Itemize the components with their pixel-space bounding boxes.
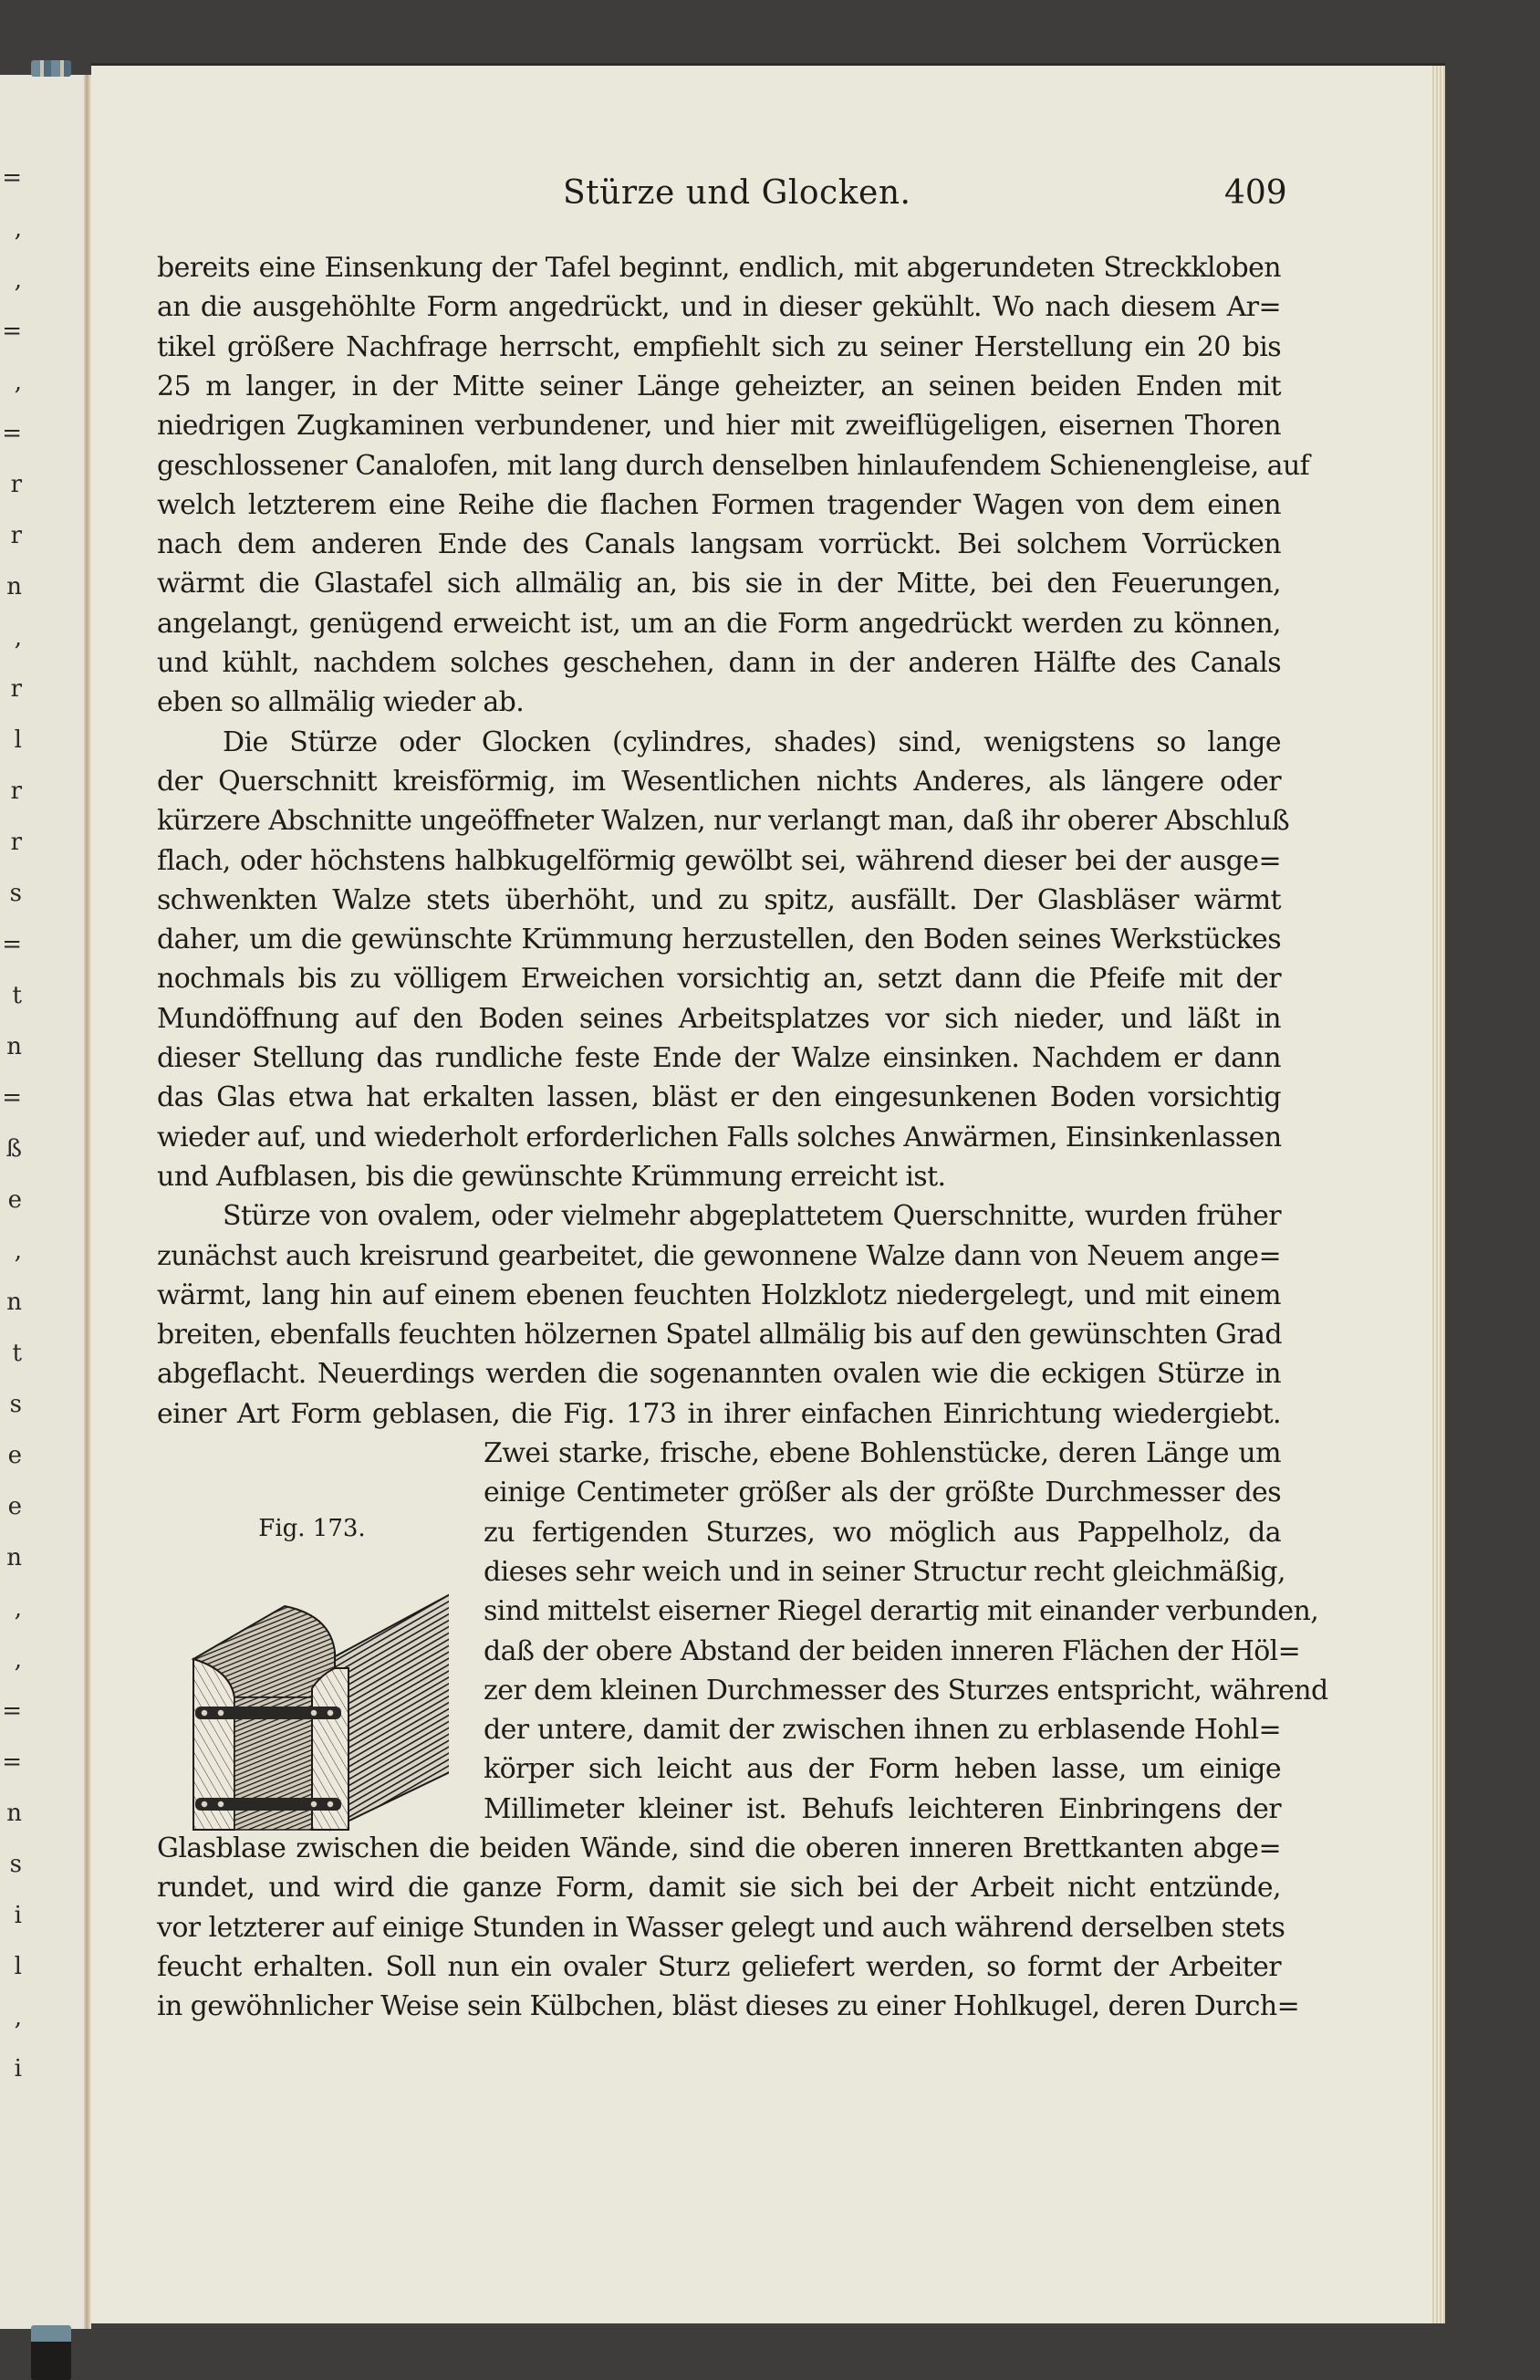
left-page-text-fragment: = — [2, 1697, 22, 1725]
left-page-text-fragment: = — [2, 1748, 22, 1776]
left-page-text-fragment: t — [12, 1340, 22, 1367]
left-page-text-fragment: , — [14, 215, 22, 243]
text-line: kürzere Abschnitte ungeöffneter Walzen, nur verlangt man, daß ihr oberer Abschluß — [157, 805, 1290, 838]
text-line: an die ausgehöhlte Form angedrückt, und in dieser gekühlt. Wo nach diesem Ar= — [157, 291, 1281, 324]
page-number: 409 — [1224, 174, 1287, 212]
left-page-text-fragment: r — [10, 522, 22, 549]
left-page-text-fragment: , — [14, 369, 22, 396]
text-line: und kühlt, nachdem solches geschehen, dann in der anderen Hälfte des Canals — [157, 647, 1281, 679]
text-line: 25 m langer, in der Mitte seiner Länge geheizter, an seinen beiden Enden mit — [157, 370, 1281, 402]
text-line: zer dem kleinen Durchmesser des Sturzes entspricht, während — [484, 1674, 1328, 1707]
text-line: das Glas etwa hat erkalten lassen, bläst er den eingesunkenen Boden vorsichtig — [157, 1081, 1281, 1114]
text-line: dieser Stellung das rundliche feste Ende der Walze einsinken. Nachdem er dann — [157, 1042, 1281, 1074]
text-line: bereits eine Einsenkung der Tafel beginnt, endlich, mit abgerundeten Streckkloben — [157, 252, 1281, 284]
running-title: Stürze und Glocken. — [563, 174, 911, 212]
left-page-text-fragment: l — [14, 1953, 22, 1980]
left-page-text-fragment: r — [10, 675, 22, 703]
left-page-text-fragment: = — [2, 318, 22, 345]
left-page-text-fragment: i — [14, 1902, 22, 1929]
left-page-text-fragment: , — [14, 1237, 22, 1265]
text-line: der Querschnitt kreisförmig, im Wesentlichen nichts Anderes, als längere oder — [157, 765, 1281, 798]
text-line: geschlossener Canalofen, mit lang durch denselben hinlaufendem Schienengleise, auf — [157, 449, 1310, 482]
text-line: angelangt, genügend erweicht ist, um an die Form angedrückt werden zu können, — [157, 607, 1281, 640]
text-line: zu fertigenden Sturzes, wo möglich aus Pappelholz, da — [484, 1516, 1281, 1549]
left-page-text-fragment: , — [14, 1595, 22, 1623]
left-page-text-fragment: ß — [5, 1135, 22, 1163]
left-page-text-fragment: i — [14, 2055, 22, 2082]
left-page-text-fragment: t — [12, 982, 22, 1009]
left-page-text-fragment: = — [2, 931, 22, 958]
left-page-text-fragment: s — [9, 1391, 22, 1418]
text-line: daher, um die gewünschte Krümmung herzustellen, den Boden seines Werkstückes — [157, 924, 1281, 956]
left-page-text-fragment: , — [14, 266, 22, 294]
left-page-text-fragment: s — [9, 880, 22, 907]
text-line: sind mittelst eiserner Riegel derartig mit einander verbunden, — [484, 1595, 1319, 1628]
facing-left-page — [0, 75, 88, 2329]
text-line: Mundöffnung auf den Boden seines Arbeitsplatzes vor sich nieder, und läßt in — [157, 1002, 1281, 1035]
text-line: Millimeter kleiner ist. Behufs leichteren Einbringens der — [484, 1792, 1281, 1825]
text-line: körper sich leicht aus der Form heben lasse, um einige — [484, 1753, 1281, 1786]
left-page-text-fragment: = — [2, 1084, 22, 1112]
left-page-text-fragment: e — [7, 1442, 22, 1469]
left-page-text-fragment: l — [14, 726, 22, 754]
text-line: in gewöhnlicher Weise sein Külbchen, bläst dieses zu einer Hohlkugel, deren Durch= — [157, 1990, 1300, 2023]
left-page-text-fragment: e — [7, 1493, 22, 1520]
text-line: Zwei starke, frische, ebene Bohlenstücke, deren Länge um — [484, 1437, 1281, 1469]
left-page-text-fragment: , — [14, 2004, 22, 2031]
text-line: Glasblase zwischen die beiden Wände, sind die oberen inneren Brettkanten abge= — [157, 1832, 1281, 1864]
text-line: abgeflacht. Neuerdings werden die sogenannten ovalen wie die eckigen Stürze in — [157, 1358, 1281, 1391]
left-page-text-fragment: e — [7, 1186, 22, 1214]
wooden-mold-illustration-icon — [175, 1588, 449, 1834]
left-page-text-fragment: s — [9, 1851, 22, 1878]
left-page-text-fragment: r — [10, 778, 22, 805]
text-line: flach, oder höchstens halbkugelförmig gewölbt sei, während dieser bei der ausge= — [157, 844, 1281, 877]
figure-173 — [157, 1515, 467, 1871]
left-page-text-fragment: r — [10, 829, 22, 856]
left-page-text-fragment: n — [6, 1544, 22, 1571]
text-line: der untere, damit der zwischen ihnen zu erblasende Hohl= — [484, 1714, 1281, 1747]
text-line: wärmt die Glastafel sich allmälig an, bis sie in der Mitte, bei den Feuerungen, — [157, 568, 1281, 600]
left-page-text-fragment: = — [2, 164, 22, 192]
text-line: wieder auf, und wiederholt erforderlichen Falls solches Anwärmen, Einsinkenlassen — [157, 1121, 1282, 1153]
text-line: niedrigen Zugkaminen verbundener, und hier mit zweiflügeligen, eisernen Thoren — [157, 410, 1281, 443]
text-line: nach dem anderen Ende des Canals langsam vorrückt. Bei solchem Vorrücken — [157, 528, 1281, 561]
left-page-text-fragment: n — [6, 573, 22, 600]
text-line: Die Stürze oder Glocken (cylindres, shades) sind, wenigstens so lange — [223, 725, 1281, 758]
text-line: breiten, ebenfalls feuchten hölzernen Spatel allmälig bis auf den gewünschten Grad — [157, 1319, 1282, 1352]
text-line: nochmals bis zu völligem Erweichen vorsichtig an, setzt dann die Pfeife mit der — [157, 963, 1281, 996]
text-line: eben so allmälig wieder ab. — [157, 686, 525, 719]
spine-headband — [31, 60, 71, 77]
left-page-text-fragment: n — [6, 1033, 22, 1060]
text-line: und Aufblasen, bis die gewünschte Krümmung erreicht ist. — [157, 1160, 946, 1193]
text-line: Stürze von ovalem, oder vielmehr abgeplattetem Querschnitte, wurden früher — [223, 1200, 1281, 1233]
text-line: dieses sehr weich und in seiner Structur recht gleichmäßig, — [484, 1555, 1285, 1588]
text-line: zunächst auch kreisrund gearbeitet, die gewonnene Walze dann von Neuem ange= — [157, 1239, 1281, 1272]
text-line: einige Centimeter größer als der größte Durchmesser des — [484, 1477, 1281, 1509]
left-page-text-fragment: , — [14, 1646, 22, 1674]
text-line: tikel größere Nachfrage herrscht, empfiehlt sich zu seiner Herstellung ein 20 bis — [157, 330, 1281, 363]
text-line: rundet, und wird die ganze Form, damit sie sich bei der Arbeit nicht entzünde, — [157, 1872, 1281, 1905]
left-page-text-fragment: , — [14, 624, 22, 652]
text-line: einer Art Form geblasen, die Fig. 173 in ihrer einfachen Einrichtung wiedergiebt. — [157, 1397, 1281, 1430]
figure-caption: Fig. 173. — [258, 1515, 366, 1542]
text-line: schwenkten Walze stets überhöht, und zu spitz, ausfällt. Der Glasbläser wärmt — [157, 883, 1281, 916]
left-page-text-fragment: = — [2, 420, 22, 447]
text-line: welch letzterem eine Reihe die flachen Formen tragender Wagen von dem einen — [157, 488, 1281, 521]
text-line: feucht erhalten. Soll nun ein ovaler Sturz geliefert werden, so formt der Arbeiter — [157, 1950, 1281, 1983]
spine-tailband — [31, 2325, 71, 2380]
left-page-text-fragment: n — [6, 1289, 22, 1316]
left-page-text-fragment: n — [6, 1800, 22, 1827]
text-line: wärmt, lang hin auf einem ebenen feuchten Holzklotz niedergelegt, und mit einem — [157, 1279, 1281, 1311]
book-page — [91, 66, 1445, 2323]
book-gutter — [84, 75, 91, 2329]
text-line: vor letzterer auf einige Stunden in Wasser gelegt und auch während derselben stets — [157, 1911, 1285, 1944]
text-line: daß der obere Abstand der beiden inneren Flächen der Höl= — [484, 1634, 1301, 1667]
left-page-text-fragment: r — [10, 471, 22, 498]
page-fore-edge — [1432, 66, 1445, 2323]
